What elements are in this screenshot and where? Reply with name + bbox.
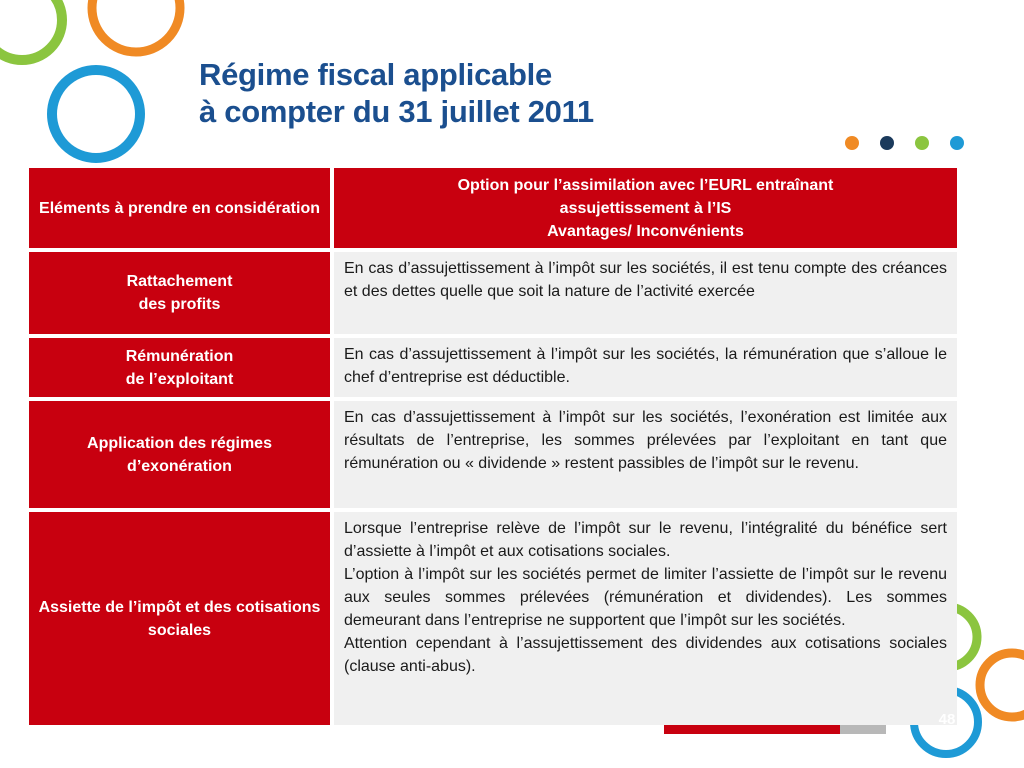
row-label-cell	[29, 338, 330, 397]
orange-dot	[845, 136, 859, 150]
row-text-cell	[334, 338, 957, 397]
row-text: En cas d’assujettissement à l’impôt sur les sociétés, la rémunération que s’alloue le chef d’entreprise est déductible.	[344, 346, 947, 386]
header-right-line-2: assujettissement à l’IS	[559, 200, 732, 217]
green-dot	[915, 136, 929, 150]
row-label-cell	[29, 512, 330, 725]
row-text: En cas d’assujettissement à l’impôt sur les sociétés, l’exonération est limitée aux résultats de l’entreprise, les sommes prélevées par l’exploitant en tant que rémunération ou « dividende » restent passibles de l’impôt sur le revenu.	[344, 409, 947, 472]
row-label-cell	[29, 401, 330, 508]
page-number: 48	[938, 711, 956, 728]
row-text: En cas d’assujettissement à l’impôt sur les sociétés, il est tenu compte des créances et des dettes quelle que soit la nature de l’activité exercée	[344, 260, 947, 300]
footer-logo-strip-gray	[840, 724, 886, 734]
header-left-cell	[29, 168, 330, 248]
orange-ring-bottom-right	[980, 653, 1024, 717]
blue-dot	[950, 136, 964, 150]
title-line-1: Régime fiscal applicable	[199, 57, 552, 92]
page-title	[199, 56, 594, 130]
comparison-table	[29, 168, 957, 725]
row-label: Rattachement des profits	[126, 273, 233, 313]
row-label: Assiette de l’impôt et des cotisations sociales	[38, 598, 321, 639]
row-text-cell	[334, 512, 957, 725]
table-row	[29, 338, 957, 397]
row-label: Rémunération de l’exploitant	[125, 347, 234, 388]
blue-ring-top-left	[52, 70, 140, 158]
orange-ring-top	[92, 0, 180, 52]
row-label-cell	[29, 252, 330, 334]
header-right-line-1: Option pour l’assimilation avec l’EURL entraînant	[457, 177, 834, 194]
header-right-line-3: Avantages/ Inconvénients	[547, 223, 744, 240]
header-left-text: Eléments à prendre en considération	[39, 199, 320, 217]
row-paragraph: Lorsque l’entreprise relève de l’impôt sur le revenu, l’intégralité du bénéfice sert d’assiette à l’impôt et aux cotisations sociales.	[344, 520, 947, 560]
navy-dot	[880, 136, 894, 150]
title-line-2: à compter du 31 juillet 2011	[199, 94, 594, 129]
footer-logo-strip	[664, 724, 886, 734]
row-label: Application des régimes d’exonération	[87, 434, 272, 475]
row-text-cell	[334, 252, 957, 334]
table-header-row	[29, 168, 957, 248]
dots-decoration	[845, 136, 975, 152]
header-right-cell	[334, 168, 957, 248]
table-row	[29, 252, 957, 334]
green-ring-top-left	[0, 0, 62, 60]
row-paragraph: L’option à l’impôt sur les sociétés permet de limiter l’assiette de l’impôt sur le revenu aux seules sommes prélevées (rémunération et dividendes). Les sommes demeurant dans l’entreprise ne supportent que l’impôt sur les sociétés.	[344, 566, 947, 629]
table-row	[29, 401, 957, 508]
table-row	[29, 512, 957, 725]
row-paragraph: Attention cependant à l’assujettissement des dividendes aux cotisations sociales (clause anti-abus).	[344, 635, 947, 675]
row-text-cell	[334, 401, 957, 508]
